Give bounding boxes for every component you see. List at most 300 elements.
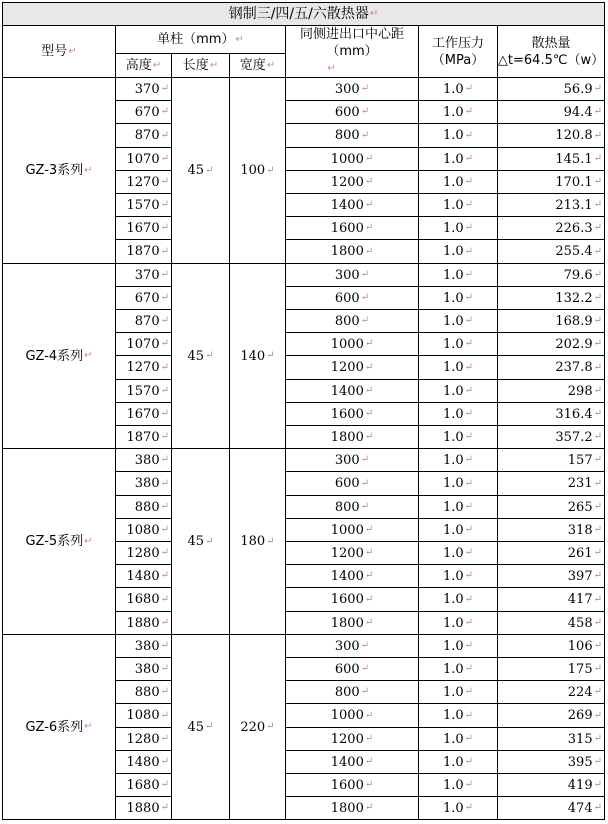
cell-height-text: 380 [134,476,160,491]
paragraph-mark: ↵ [364,617,374,628]
cell-heat-output [498,310,605,333]
cell-heat-output [498,496,605,519]
cell-heat-output [498,240,605,264]
cell-pressure [419,148,498,171]
paragraph-mark: ↵ [364,222,374,233]
paragraph-mark: ↵ [593,524,602,535]
cell-pressure-text: 1.0 [442,290,464,306]
cell-height [116,704,172,728]
cell-center-distance [286,217,419,240]
paragraph-mark: ↵ [593,570,602,581]
cell-center-distance-text: 1200 [330,360,364,375]
header-center-distance [286,26,419,78]
paragraph-mark: ↵ [593,106,602,117]
cell-heat-output-text: 106 [567,638,593,654]
cell-center-distance-text: 300 [334,638,360,654]
cell-center-distance-text: 600 [334,290,360,306]
paragraph-mark: ↵ [160,408,169,419]
cell-center-distance [286,264,419,287]
header-height [116,54,172,78]
cell-height [116,380,172,403]
cell-pressure-text: 1.0 [442,499,464,515]
paragraph-mark: ↵ [464,408,474,419]
cell-pressure [419,472,498,496]
cell-height [116,403,172,426]
paragraph-mark: ↵ [464,385,474,396]
cell-height [116,728,172,751]
cell-pressure [419,194,498,217]
paragraph-mark: ↵ [360,663,370,674]
paragraph-mark: ↵ [593,292,602,303]
cell-pressure-text: 1.0 [442,174,464,190]
cell-height [116,124,172,148]
cell-center-distance-text: 1600 [330,220,364,236]
cell-heat-output-text: 79.6 [563,267,593,283]
paragraph-mark: ↵ [464,593,474,605]
cell-height [116,565,172,588]
paragraph-mark: ↵ [160,802,169,813]
paragraph-mark: ↵ [160,524,169,535]
paragraph-mark: ↵ [593,477,602,489]
cell-pressure [419,519,498,542]
cell-heat-output-text: 94.4 [563,104,593,120]
cell-heat-output-text: 265 [567,499,593,515]
cell-pressure-text: 1.0 [442,220,464,236]
cell-center-distance-text: 800 [334,128,360,143]
cell-heat-output [498,472,605,496]
cell-pressure-text: 1.0 [442,777,464,793]
cell-center-distance [286,751,419,774]
cell-center-distance-text: 300 [334,452,360,468]
paragraph-mark: ↵ [205,721,214,732]
paragraph-mark: ↵ [364,802,374,813]
cell-height [116,658,172,681]
cell-pressure [419,542,498,565]
cell-heat-output-text: 417 [567,592,593,607]
cell-heat-output [498,124,605,148]
paragraph-mark: ↵ [364,176,374,187]
cell-heat-output [498,542,605,565]
cell-pressure [419,704,498,728]
cell-height [116,496,172,519]
cell-height [116,264,172,287]
cell-center-distance-text: 1800 [330,615,364,631]
paragraph-mark: ↵ [464,106,474,117]
cell-height-text: 1270 [126,174,160,190]
header-heat-output [498,26,605,78]
cell-height [116,171,172,194]
group-length-text: 45 [187,534,205,549]
cell-pressure [419,217,498,240]
paragraph-mark: ↵ [464,524,474,535]
cell-pressure-text: 1.0 [442,313,464,329]
paragraph-mark: ↵ [593,129,602,141]
cell-height-text: 870 [134,313,160,329]
paragraph-mark: ↵ [160,477,169,489]
cell-pressure-text: 1.0 [442,754,464,770]
cell-center-distance [286,588,419,612]
cell-heat-output-text: 231 [567,476,593,491]
paragraph-mark: ↵ [327,63,336,74]
paragraph-mark: ↵ [593,385,602,396]
paragraph-mark: ↵ [160,245,169,257]
paragraph-mark: ↵ [266,721,275,732]
cell-center-distance [286,797,419,820]
cell-pressure [419,403,498,426]
cell-center-distance [286,681,419,704]
paragraph-mark: ↵ [464,222,474,233]
cell-height-text: 1270 [126,360,160,375]
cell-height [116,101,172,124]
cell-height-text: 370 [134,267,160,283]
cell-height-text: 1480 [126,754,160,770]
paragraph-mark: ↵ [464,315,474,326]
cell-pressure-text: 1.0 [442,708,464,723]
cell-center-distance [286,658,419,681]
paragraph-mark: ↵ [593,733,602,744]
cell-heat-output [498,78,605,101]
header-height-text: 高度 [125,58,152,73]
group-length [172,635,230,820]
cell-heat-output-text: 56.9 [563,81,593,97]
cell-height-text: 1880 [126,800,160,816]
cell-height-text: 1870 [126,244,160,259]
header-model [2,26,116,78]
cell-center-distance-text: 1800 [330,244,364,259]
paragraph-mark: ↵ [464,640,474,651]
paragraph-mark: ↵ [464,686,474,697]
cell-center-distance-text: 600 [334,104,360,120]
cell-pressure-text: 1.0 [442,383,464,399]
cell-heat-output-text: 145.1 [555,151,593,167]
paragraph-mark: ↵ [593,269,602,280]
cell-heat-output-text: 318 [567,522,593,538]
group-model-text: GZ-5系列 [25,534,84,549]
paragraph-mark: ↵ [593,408,602,419]
cell-heat-output [498,565,605,588]
group-model [2,78,116,264]
cell-pressure [419,681,498,704]
group-width [230,264,286,449]
paragraph-mark: ↵ [160,570,169,581]
paragraph-mark: ↵ [160,176,169,187]
cell-heat-output-text: 224 [567,684,593,700]
cell-center-distance-text: 800 [334,684,360,700]
cell-height-text: 380 [134,638,160,654]
paragraph-mark: ↵ [209,59,219,71]
cell-center-distance [286,194,419,217]
cell-pressure-text: 1.0 [442,476,464,491]
cell-center-distance [286,380,419,403]
cell-height-text: 1070 [126,336,160,352]
cell-pressure-text: 1.0 [442,661,464,677]
paragraph-mark: ↵ [464,547,474,558]
paragraph-mark: ↵ [464,269,474,280]
group-width [230,78,286,264]
paragraph-mark: ↵ [464,617,474,628]
cell-center-distance-text: 300 [334,81,360,97]
cell-heat-output-text: 202.9 [555,336,593,352]
cell-pressure-text: 1.0 [442,592,464,607]
paragraph-mark: ↵ [266,350,275,361]
group-length-text: 45 [187,348,205,364]
cell-heat-output-text: 168.9 [555,313,593,329]
paragraph-mark: ↵ [364,593,374,605]
cell-height [116,774,172,797]
group-model [2,635,116,820]
group-length [172,78,230,264]
cell-center-distance-text: 1200 [330,545,364,561]
cell-height [116,542,172,565]
cell-center-distance [286,449,419,472]
paragraph-mark: ↵ [160,269,169,280]
cell-center-distance-text: 1600 [330,777,364,793]
paragraph-mark: ↵ [364,431,374,442]
paragraph-mark: ↵ [364,338,374,349]
cell-heat-output [498,635,605,658]
cell-pressure-text: 1.0 [442,731,464,747]
paragraph-mark: ↵ [266,535,275,547]
cell-center-distance-text: 1600 [330,592,364,607]
paragraph-mark: ↵ [464,361,474,373]
group-width-text: 140 [240,348,266,364]
cell-pressure [419,356,498,380]
cell-pressure-text: 1.0 [442,360,464,375]
cell-heat-output [498,403,605,426]
cell-center-distance [286,101,419,124]
cell-height-text: 1870 [126,429,160,445]
paragraph-mark: ↵ [593,640,602,651]
paragraph-mark: ↵ [593,176,602,187]
header-center-distance-line1: 同侧进出口中心距 [299,27,404,42]
cell-pressure-text: 1.0 [442,267,464,283]
paragraph-mark: ↵ [364,756,374,767]
paragraph-mark: ↵ [464,477,474,489]
paragraph-mark: ↵ [205,350,214,361]
paragraph-mark: ↵ [235,33,244,45]
cell-heat-output [498,148,605,171]
paragraph-mark: ↵ [464,83,474,94]
paragraph-mark: ↵ [160,593,169,605]
paragraph-mark: ↵ [364,199,374,210]
group-model-text: GZ-4系列 [25,348,84,364]
cell-height-text: 1280 [126,545,160,561]
paragraph-mark: ↵ [364,245,374,257]
paragraph-mark: ↵ [464,176,474,187]
radiator-spec-table [2,2,605,822]
cell-heat-output-text: 316.4 [555,406,593,422]
paragraph-mark: ↵ [464,501,474,512]
cell-pressure-text: 1.0 [442,452,464,468]
cell-center-distance [286,356,419,380]
cell-height [116,588,172,612]
cell-center-distance-text: 600 [334,476,360,491]
cell-pressure [419,565,498,588]
group-width-text: 100 [240,163,266,178]
cell-heat-output [498,658,605,681]
paragraph-mark: ↵ [593,199,602,210]
paragraph-mark: ↵ [464,338,474,349]
paragraph-mark: ↵ [593,617,602,628]
cell-height-text: 370 [134,81,160,97]
cell-center-distance-text: 1800 [330,429,364,445]
group-length [172,449,230,635]
cell-height-text: 1480 [126,568,160,584]
cell-pressure [419,728,498,751]
cell-pressure-text: 1.0 [442,615,464,631]
cell-height-text: 880 [134,684,160,700]
cell-heat-output-text: 170.1 [555,174,593,190]
cell-height-text: 1080 [126,708,160,723]
paragraph-mark: ↵ [464,292,474,303]
group-width [230,449,286,635]
cell-pressure [419,310,498,333]
table-title [2,2,605,26]
cell-pressure [419,124,498,148]
paragraph-mark: ↵ [364,524,374,535]
paragraph-mark: ↵ [593,663,602,674]
paragraph-mark: ↵ [360,83,370,94]
cell-height-text: 1280 [126,731,160,747]
paragraph-mark: ↵ [464,129,474,141]
cell-center-distance-text: 1200 [330,731,364,747]
cell-center-distance-text: 800 [334,499,360,515]
group-model-text: GZ-3系列 [25,163,84,178]
cell-height [116,194,172,217]
paragraph-mark: ↵ [593,245,602,257]
cell-height-text: 1570 [126,197,160,213]
cell-pressure [419,774,498,797]
cell-center-distance [286,333,419,356]
paragraph-mark: ↵ [68,45,77,57]
cell-center-distance-text: 1000 [330,151,364,167]
cell-heat-output-text: 419 [567,777,593,793]
cell-center-distance-text: 300 [334,267,360,283]
group-model [2,449,116,635]
paragraph-mark: ↵ [160,733,169,744]
cell-heat-output [498,728,605,751]
paragraph-mark: ↵ [364,361,374,373]
cell-heat-output [498,797,605,820]
cell-pressure-text: 1.0 [442,244,464,259]
cell-center-distance-text: 800 [334,313,360,329]
cell-center-distance [286,287,419,310]
paragraph-mark: ↵ [364,733,374,744]
paragraph-mark: ↵ [160,361,169,373]
cell-heat-output [498,333,605,356]
paragraph-mark: ↵ [593,686,602,697]
cell-heat-output-text: 226.3 [555,220,593,236]
paragraph-mark: ↵ [160,338,169,349]
cell-pressure [419,635,498,658]
cell-pressure-text: 1.0 [442,684,464,700]
paragraph-mark: ↵ [160,385,169,396]
cell-height [116,333,172,356]
paragraph-mark: ↵ [160,292,169,303]
paragraph-mark: ↵ [364,547,374,558]
cell-pressure-text: 1.0 [442,81,464,97]
cell-center-distance [286,124,419,148]
cell-height [116,78,172,101]
paragraph-mark: ↵ [464,199,474,210]
cell-center-distance-text: 1200 [330,174,364,190]
cell-center-distance-text: 1400 [330,754,364,770]
cell-heat-output [498,194,605,217]
cell-heat-output-text: 395 [567,754,593,770]
group-width-text: 180 [240,534,266,549]
cell-center-distance-text: 1600 [330,406,364,422]
cell-pressure [419,287,498,310]
cell-height-text: 1670 [126,406,160,422]
paragraph-mark: ↵ [593,454,602,465]
cell-pressure-text: 1.0 [442,545,464,561]
cell-center-distance [286,635,419,658]
cell-height [116,356,172,380]
cell-height-text: 1570 [126,383,160,399]
paragraph-mark: ↵ [464,779,474,790]
group-length [172,264,230,449]
cell-pressure-text: 1.0 [442,429,464,445]
paragraph-mark: ↵ [360,686,370,697]
group-model-text: GZ-6系列 [25,719,84,735]
paragraph-mark: ↵ [464,431,474,442]
cell-height [116,449,172,472]
cell-heat-output [498,751,605,774]
paragraph-mark: ↵ [360,501,370,512]
cell-height [116,287,172,310]
cell-center-distance [286,542,419,565]
cell-heat-output-text: 175 [567,661,593,677]
cell-height [116,217,172,240]
cell-center-distance [286,565,419,588]
cell-center-distance-text: 600 [334,661,360,677]
paragraph-mark: ↵ [160,129,169,141]
cell-height-text: 1680 [126,592,160,607]
paragraph-mark: ↵ [360,640,370,651]
cell-height [116,797,172,820]
paragraph-mark: ↵ [464,153,474,164]
cell-pressure-text: 1.0 [442,336,464,352]
paragraph-mark: ↵ [593,431,602,442]
paragraph-mark: ↵ [360,477,370,489]
header-width [230,54,286,78]
cell-heat-output-text: 458 [567,615,593,631]
paragraph-mark: ↵ [84,350,93,361]
cell-height-text: 1080 [126,522,160,538]
paragraph-mark: ↵ [360,269,370,280]
header-length [172,54,230,78]
cell-heat-output-text: 157 [567,452,593,468]
cell-pressure-text: 1.0 [442,128,464,143]
header-heat-line2: △t=64.5℃（w） [498,52,605,68]
cell-heat-output-text: 132.2 [555,290,593,306]
paragraph-mark: ↵ [160,756,169,767]
paragraph-mark: ↵ [464,245,474,257]
table-title-text: 钢制三/四/五/六散热器 [228,6,369,22]
cell-pressure-text: 1.0 [442,151,464,167]
cell-height [116,751,172,774]
paragraph-mark: ↵ [160,686,169,697]
cell-heat-output [498,380,605,403]
cell-heat-output [498,356,605,380]
group-width-text: 220 [240,719,266,735]
paragraph-mark: ↵ [593,802,602,813]
paragraph-mark: ↵ [364,153,374,164]
cell-pressure [419,797,498,820]
header-pressure-line2: （MPa） [431,52,485,68]
cell-heat-output [498,171,605,194]
cell-pressure-text: 1.0 [442,638,464,654]
